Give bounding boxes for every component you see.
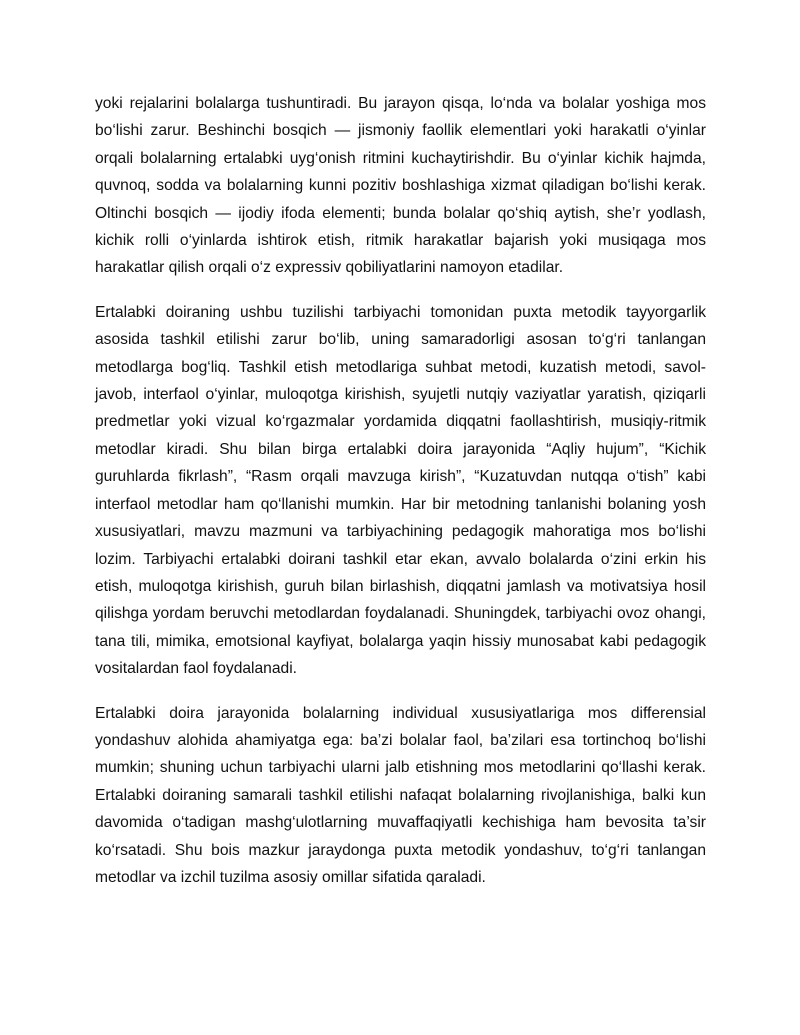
paragraph-3: Ertalabki doira jarayonida bolalarning individual xususiyatlariga mos differensial yondashuv alohida ahamiyatga ega: ba’zi bolalar faol, ba’zilari esa tortinchoq bo‘lishi mumkin; shuning uchun tarbiyachi ularni jalb etishning mos metodlarini qo‘llashi kerak. Ertalabki doiraning samarali tashkil etilishi nafaqat bolalarning rivojlanishiga, balki kun davomida o‘tadigan mashg‘ulotlarning muvaffaqiyatli kechishiga ham bevosita ta’sir ko‘rsatadi. Shu bois mazkur jaraydonga puxta metodik yondashuv, to‘g‘ri tanlangan metodlar va izchil tuzilma asosiy omillar sifatida qaraladi. [95,704,706,886]
paragraph-1: yoki rejalarini bolalarga tushuntiradi. Bu jarayon qisqa, lo‘nda va bolalar yoshiga mos bo‘lishi zarur. Beshinchi bosqich — jismoniy faollik elementlari yoki harakatli o‘yinlar orqali bolalarning ertalabki uyg‘onish ritmini kuchaytirishdir. Bu o‘yinlar kichik hajmda, quvnoq, sodda va bolalarning kunni pozitiv boshlashiga xizmat qiladigan bo‘lishi kerak. Oltinchi bosqich — ijodiy ifoda elementi; bunda bolalar qo‘shiq aytish, she’r yodlash, kichik rolli o‘yinlarda ishtirok etish, ritmik harakatlar bajarish yoki musiqaga mos harakatlar qilish orqali o‘z expressiv qobiliyatlarini namoyon etadilar. [95,95,706,277]
paragraph-2: Ertalabki doiraning ushbu tuzilishi tarbiyachi tomonidan puxta metodik tayyorgarlik asosida tashkil etilishi zarur bo‘lib, uning samaradorligi asosan to‘g‘ri tanlangan metodlarga bog‘liq. Tashkil etish metodlariga suhbat metodi, kuzatish metodi, savol-javob, interfaol o‘yinlar, muloqotga kirishish, syujetli nutqiy vaziyatlar yaratish, qiziqarli predmetlar yoki vizual ko‘rgazmalar yordamida diqqatni faollashtirish, musiqiy-ritmik metodlar kiradi. Shu bilan birga ertalabki doira jarayonida “Aqliy hujum”, “Kichik guruhlarda fikrlash”, “Rasm orqali mavzuga kirish”, “Kuzatuvdan nutqqa o‘tish” kabi interfaol metodlar ham qo‘llanishi mumkin. Har bir metodning tanlanishi bolaning yosh xususiyatlari, mavzu mazmuni va tarbiyachining pedagogik mahoratiga mos bo‘lishi lozim. Tarbiyachi ertalabki doirani tashkil etar ekan, avvalo bolalarda o‘zini erkin his etish, muloqotga kirishish, guruh bilan birlashish, diqqatni jamlash va motivatsiya hosil qilishga yordam beruvchi metodlardan foydalanadi. Shuningdek, tarbiyachi ovoz ohangi, tana tili, mimika, emotsional kayfiyat, bolalarga yaqin hissiy munosabat kabi pedagogik vositalardan faol foydalanadi. [95,303,706,678]
document-page [95,90,706,908]
